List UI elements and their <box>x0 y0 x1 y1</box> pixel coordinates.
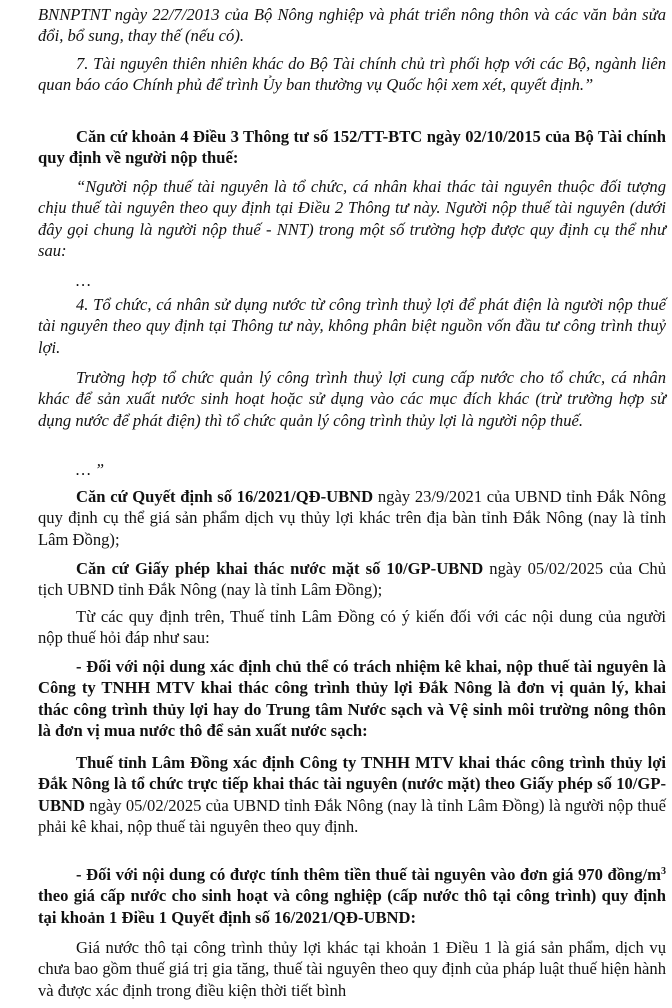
paragraph-regulation-continuation: BNNPTNT ngày 22/7/2013 của Bộ Nông nghiệp và phát triển nông thôn và các văn bản sửa đổi, bổ sung, thay thế (nếu có). <box>38 5 666 46</box>
answer-1-rest: ngày 05/02/2025 của UBND tỉnh Đắk Nông (nay là tỉnh Lâm Đồng) là người nộp thuế phải kê khai, nộp thuế tài nguyên theo quy định. <box>38 795 666 837</box>
decision-details: ngày 23/9/2021 của UBND tỉnh Đắk Nông quy định cụ thể giá sản phẩm dịch vụ thủy lợi khác trên địa bàn tỉnh Đắk Nông (nay là tỉnh Lâm Đồng); <box>38 487 666 549</box>
paragraph-issue-2 <box>38 864 666 928</box>
paragraph-legal-basis-permit-10 <box>38 558 666 601</box>
paragraph-ellipsis: … <box>76 271 91 290</box>
paragraph-answer-1 <box>38 752 666 838</box>
paragraph-opinion-intro: Từ các quy định trên, Thuế tỉnh Lâm Đồng có ý kiến đối với các nội dung của người nộp thuế hỏi đáp như sau: <box>38 607 666 648</box>
paragraph-irrigation-case: Trường hợp tổ chức quản lý công trình thuỷ lợi cung cấp nước cho tổ chức, cá nhân khác để sản xuất nước sinh hoạt hoặc sử dụng vào các mục đích khác (trừ trường hợp sử dụng nước để phát điện) thì tổ chức quản lý công trình thủy lợi là người nộp thuế. <box>38 368 666 430</box>
answer-1-bold: Thuế tỉnh Lâm Đồng xác định Công ty TNHH MTV khai thác công trình thủy lợi Đắk Nông là tổ chức trực tiếp khai thác tài nguyên (nước mặt) theo Giấy phép số 10/GP-UBND <box>38 753 666 815</box>
superscript-cubic: 3 <box>661 866 666 877</box>
paragraph-legal-basis-decision-16 <box>38 486 666 550</box>
paragraph-quote-taxpayer-definition: “Người nộp thuế tài nguyên là tổ chức, cá nhân khai thác tài nguyên thuộc đối tượng chịu thuế tài nguyên theo quy định tại Điều 2 Thông tư này. Người nộp thuế tài nguyên (dưới đây gọi chung là người nộp thuế - NNT) trong một số trường hợp được quy định cụ thể như sau: <box>38 177 666 261</box>
paragraph-issue-1: - Đối với nội dung xác định chủ thể có trách nhiệm kê khai, nộp thuế tài nguyên là Công ty TNHH MTV khai thác công trình thủy lợi Đắk Nông là đơn vị quản lý, khai thác công trình thủy lợi hay do Trung tâm Nước sạch và Vệ sinh môi trường nông thôn là đơn vị mua nước thô để sản xuất nước sạch: <box>38 657 666 741</box>
paragraph-answer-2: Giá nước thô tại công trình thủy lợi khác tại khoản 1 Điều 1 là giá sản phẩm, dịch vụ chưa bao gồm thuế giá trị gia tăng, thuế tài nguyên theo quy định của pháp luật thuế hiện hành và được xác định trong điều kiện thời tiết bình <box>38 938 666 1000</box>
issue-2-text-after: theo giá cấp nước cho sinh hoạt và công nghiệp (cấp nước thô tại công trình) quy định tại khoản 1 Điều 1 Quyết định số 16/2021/QĐ-UBND: <box>38 886 666 927</box>
permit-number-bold: Căn cứ Giấy phép khai thác nước mặt số 10/GP-UBND <box>76 559 484 578</box>
issue-2-text-before: - Đối với nội dung có được tính thêm tiền thuế tài nguyên vào đơn giá 970 đồng/m <box>76 865 661 884</box>
decision-number-bold: Căn cứ Quyết định số 16/2021/QĐ-UBND <box>76 487 374 506</box>
paragraph-legal-basis-circular-152: Căn cứ khoản 4 Điều 3 Thông tư số 152/TT-BTC ngày 02/10/2015 của Bộ Tài chính quy định về người nộp thuế: <box>38 127 666 168</box>
permit-details: ngày 05/02/2025 của Chủ tịch UBND tỉnh Đắk Nông (nay là tỉnh Lâm Đồng); <box>38 559 667 600</box>
paragraph-item-7: 7. Tài nguyên thiên nhiên khác do Bộ Tài chính chủ trì phối hợp với các Bộ, ngành liên quan báo cáo Chính phủ để trình Ủy ban thường vụ Quốc hội xem xét, quyết định.” <box>38 54 666 95</box>
paragraph-item-4: 4. Tổ chức, cá nhân sử dụng nước từ công trình thuỷ lợi để phát điện là người nộp thuế tài nguyên theo quy định tại Thông tư này, không phân biệt nguồn vốn đầu tư công trình thuỷ lợi. <box>38 295 666 357</box>
paragraph-quote-end: … ” <box>76 460 105 479</box>
